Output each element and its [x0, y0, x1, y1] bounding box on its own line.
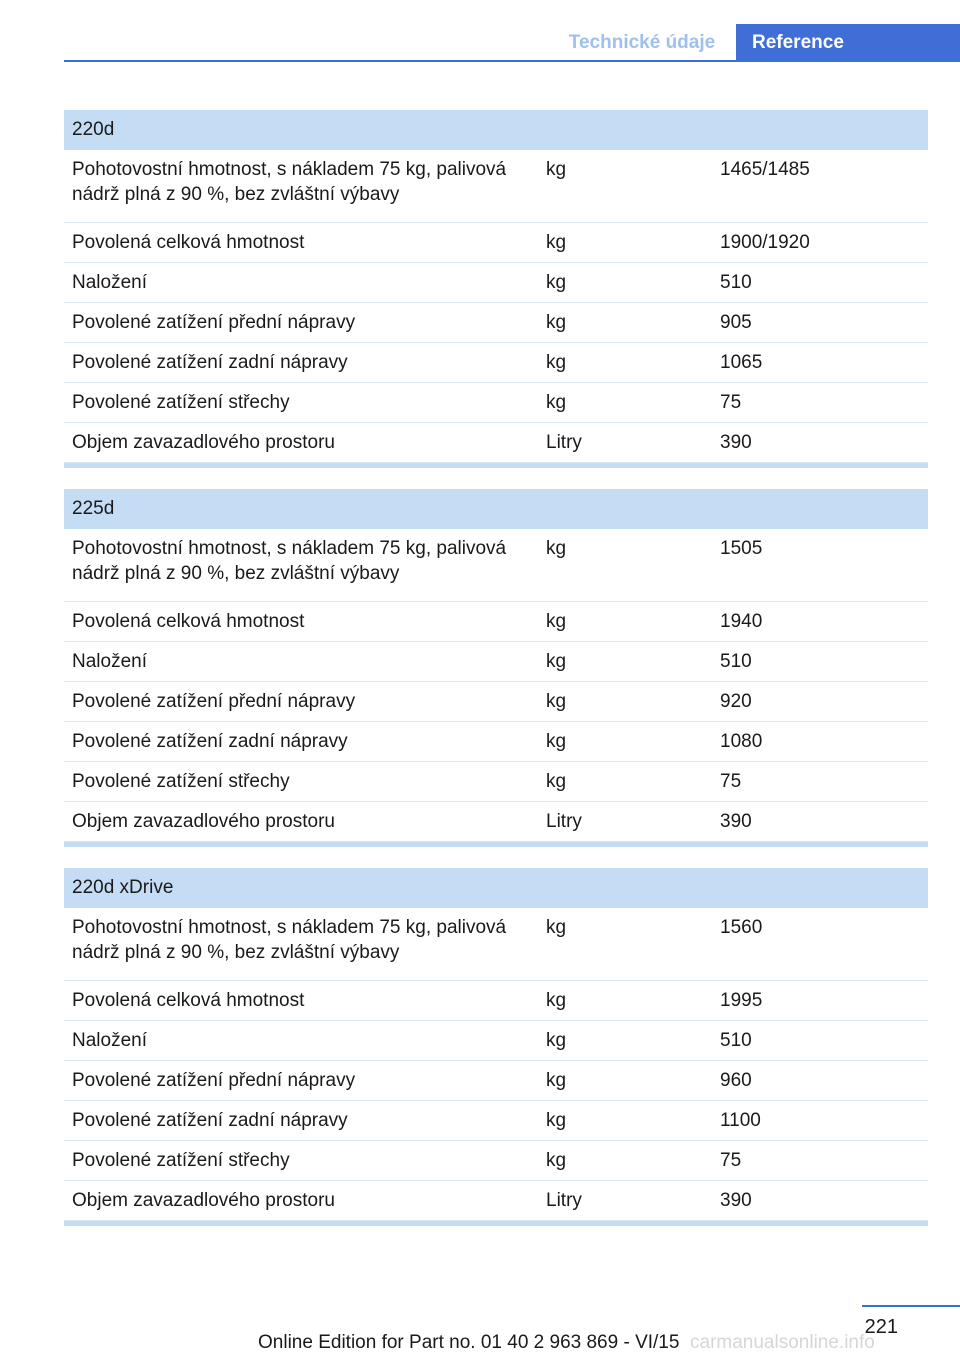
table-row — [64, 642, 928, 682]
table-row — [64, 423, 928, 463]
row-label: Povolené zatížení střechy — [72, 1150, 290, 1171]
row-value: 510 — [720, 651, 752, 672]
row-value: 1560 — [720, 917, 763, 938]
row-value: 1465/1485 — [720, 159, 810, 180]
row-label: Povolené zatížení střechy — [72, 392, 290, 413]
row-unit: kg — [546, 1150, 567, 1171]
row-value: 75 — [720, 771, 742, 792]
table-row — [64, 1181, 928, 1221]
table-row — [64, 981, 928, 1021]
row-unit: Litry — [546, 432, 582, 453]
row-unit: kg — [546, 611, 567, 632]
row-label: Naložení — [72, 272, 147, 293]
row-unit: Litry — [546, 811, 582, 832]
table-row — [64, 223, 928, 263]
row-label: Povolené zatížení zadní nápravy — [72, 731, 348, 752]
row-label: Naložení — [72, 651, 147, 672]
table-row — [64, 343, 928, 383]
row-value: 1900/1920 — [720, 232, 810, 253]
table-row — [64, 682, 928, 722]
table-row — [64, 602, 928, 642]
row-label: Povolená celková hmotnost — [72, 232, 305, 253]
spec-table-225d — [64, 489, 928, 847]
row-label: Povolená celková hmotnost — [72, 611, 305, 632]
row-value: 1065 — [720, 352, 763, 373]
row-unit: kg — [546, 392, 567, 413]
table-row — [64, 303, 928, 343]
row-value: 905 — [720, 312, 752, 333]
table-title: 225d — [64, 489, 928, 529]
header-divider — [64, 60, 960, 62]
row-unit: kg — [546, 691, 567, 712]
row-unit: kg — [546, 352, 567, 373]
page-number: 221 — [864, 1316, 898, 1338]
row-label: Pohotovostní hmotnost, s nákladem 75 kg, palivová nádrž plná z 90 %, bez zvláštní výbavy — [72, 917, 507, 963]
spec-table-220d — [64, 110, 928, 468]
row-unit: kg — [546, 651, 567, 672]
row-unit: kg — [546, 272, 567, 293]
row-label: Pohotovostní hmotnost, s nákladem 75 kg, palivová nádrž plná z 90 %, bez zvláštní výbavy — [72, 159, 507, 205]
row-value: 920 — [720, 691, 752, 712]
table-bottom-rule — [64, 1221, 928, 1226]
row-value: 75 — [720, 392, 742, 413]
table-row — [64, 1061, 928, 1101]
row-label: Objem zavazadlového prostoru — [72, 432, 335, 453]
table-title: 220d xDrive — [64, 868, 928, 908]
row-label: Objem zavazadlového prostoru — [72, 811, 335, 832]
table-row — [64, 383, 928, 423]
row-unit: kg — [546, 312, 567, 333]
row-unit: kg — [546, 917, 567, 938]
footer-divider — [862, 1305, 960, 1307]
row-value: 75 — [720, 1150, 742, 1171]
row-value: 1940 — [720, 611, 763, 632]
row-value: 390 — [720, 811, 752, 832]
row-label: Povolené zatížení přední nápravy — [72, 312, 356, 333]
row-unit: kg — [546, 538, 567, 559]
row-value: 960 — [720, 1070, 752, 1091]
table-row — [64, 150, 928, 223]
table-row — [64, 1101, 928, 1141]
table-bottom-rule — [64, 842, 928, 847]
row-unit: kg — [546, 990, 567, 1011]
row-label: Povolené zatížení zadní nápravy — [72, 352, 348, 373]
row-unit: kg — [546, 1110, 567, 1131]
row-unit: kg — [546, 232, 567, 253]
row-label: Povolené zatížení přední nápravy — [72, 691, 356, 712]
row-value: 390 — [720, 1190, 752, 1211]
section-tab[interactable]: Technické údaje — [568, 32, 716, 53]
row-unit: kg — [546, 1070, 567, 1091]
row-value: 1995 — [720, 990, 763, 1011]
row-label: Povolené zatížení zadní nápravy — [72, 1110, 348, 1131]
table-row — [64, 722, 928, 762]
row-unit: kg — [546, 771, 567, 792]
table-row — [64, 529, 928, 602]
row-unit: kg — [546, 1030, 567, 1051]
row-label: Povolená celková hmotnost — [72, 990, 305, 1011]
row-label: Povolené zatížení přední nápravy — [72, 1070, 356, 1091]
row-unit: Litry — [546, 1190, 582, 1211]
table-row — [64, 1141, 928, 1181]
row-value: 390 — [720, 432, 752, 453]
table-row — [64, 802, 928, 842]
page-header — [0, 0, 960, 62]
spec-table-220d-xdrive — [64, 868, 928, 1226]
watermark: carmanualsonline.info — [690, 1332, 875, 1353]
row-unit: kg — [546, 159, 567, 180]
row-value: 1100 — [720, 1110, 761, 1131]
table-title: 220d — [64, 110, 928, 150]
row-label: Objem zavazadlového prostoru — [72, 1190, 335, 1211]
table-row — [64, 908, 928, 981]
table-row — [64, 263, 928, 303]
table-bottom-rule — [64, 463, 928, 468]
row-value: 1080 — [720, 731, 763, 752]
edition-note: Online Edition for Part no. 01 40 2 963 869 - VI/15 — [258, 1332, 680, 1353]
table-row — [64, 762, 928, 802]
row-label: Naložení — [72, 1030, 147, 1051]
row-label: Povolené zatížení střechy — [72, 771, 290, 792]
row-unit: kg — [546, 731, 567, 752]
row-label: Pohotovostní hmotnost, s nákladem 75 kg, palivová nádrž plná z 90 %, bez zvláštní výbavy — [72, 538, 507, 584]
table-row — [64, 1021, 928, 1061]
row-value: 1505 — [720, 538, 763, 559]
row-value: 510 — [720, 272, 752, 293]
reference-tab[interactable]: Reference — [736, 24, 960, 62]
row-value: 510 — [720, 1030, 752, 1051]
